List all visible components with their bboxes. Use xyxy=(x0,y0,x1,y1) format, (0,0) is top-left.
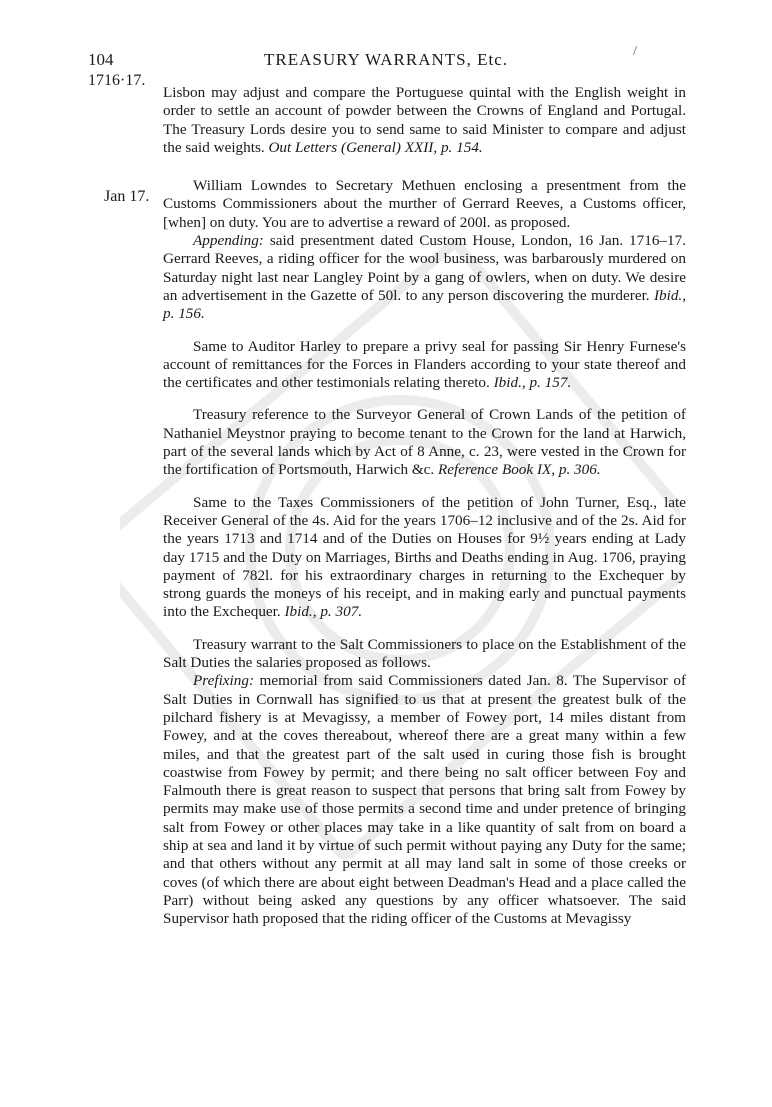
entry-paragraph: Same to the Taxes Commissioners of the petition of John Turner, Esq., late Receiver General of the 4s. Aid for the years 1706–12 inclusive and of the 2s. Aid for the years 1713 and 1714 and of the Duties on Houses for 9½ years ending at Lady day 1715 and the Duty on Marriages, Births and Deaths ending in Aug. 1706, praying payment of 782l. for his extraordinary charges in returning to the Exchequer by strong guards the moneys of his receipt, and in making early and punctual payments into the Exchequer. Ibid., p. 307. xyxy=(163,493,686,621)
entry-paragraph: William Lowndes to Secretary Methuen enclosing a presentment from the Customs Commissioners about the murther of Gerrard Reeves, a Customs officer, [when] on duty. You are to advertise a reward of 200l. as proposed. xyxy=(163,177,686,231)
page-number: 104 xyxy=(88,50,114,69)
lead-word: Prefixing: xyxy=(193,672,255,690)
source-reference: Ibid., p. 307. xyxy=(284,603,363,621)
source-reference: Ibid., p. 157. xyxy=(493,374,572,392)
tick-mark: / xyxy=(633,44,637,59)
source-reference: Reference Book IX, p. 306. xyxy=(438,461,601,479)
margin-date: Jan 17. xyxy=(104,188,150,205)
entry-paragraph: Treasury reference to the Surveyor General of Crown Lands of the petition of Nathaniel Meystnor praying to become tenant to the Crown for the land at Harwich, part of the several lands which by Act of 8 Anne, c. 23, were vested in the Crown for the fortification of Portsmouth, Harwich &c. Reference Book IX, p. 306. xyxy=(163,406,686,479)
source-reference: Ibid., p. 156. xyxy=(163,286,687,323)
source-reference: Out Letters (General) XXII, p. 154. xyxy=(268,138,483,156)
margin-year: 1716·17. xyxy=(88,72,146,89)
entry-paragraph-continued: Appending: said presentment dated Custom House, London, 16 Jan. 1716–17. Gerrard Reeves, a riding officer for the wool business, was barbarously murdered on Saturday night last near Langley Point by a gang of owlers, when on duty. We desire an advertisement in the Gazette of 50l. to any person discovering the murderer. Ibid., p. 156. xyxy=(163,232,687,323)
page-header xyxy=(0,50,772,72)
body-text xyxy=(163,84,686,928)
entry-paragraph: Same to Auditor Harley to prepare a privy seal for passing Sir Henry Furnese's account of remittances for the Forces in Flanders according to your state thereof and the certificates and other testimonials relating thereto. Ibid., p. 157. xyxy=(163,337,686,392)
entry-paragraph: Lisbon may adjust and compare the Portuguese quintal with the English weight in order to settle an account of powder between the Crowns of England and Portugal. The Treasury Lords desire you to send same to said Minister to compare and adjust the said weights. Out Letters (General) XXII, p. 154. xyxy=(163,84,686,156)
lead-word: Appending: xyxy=(193,232,264,250)
entry-paragraph-continued: Prefixing: memorial from said Commissioners dated Jan. 8. The Supervisor of Salt Duties in Cornwall has signified to us that at present the greatest bulk of the pilchard fishery is at Mevagissy, a member of Fowey port, 14 miles distant from Fowey, and at the coves thereabout, whereof there are a great many within a few miles, and that the greatest part of the salt used in curing those fish is brought coastwise from Fowey by permit; and there being no salt officer between Foy and Falmouth there is great reason to suspect that persons that bring salt from Fowey by permits may make use of those permits a second time and under pretence of bringing salt from Fowey or other places may take in a like quantity of salt from on board a ship at sea and land it by virtue of such permit without paying any Duty for the same; and that others without any permit at all may land salt in some of those creeks or coves (of which there are about eight between Deadman's Head and a place called the Parr) without being asked any questions by any officer whatsoever. The said Supervisor hath proposed that the riding officer of the Customs at Mevagissy xyxy=(163,672,687,928)
entry-paragraph: Treasury warrant to the Salt Commissioners to place on the Establishment of the Salt Duties the salaries proposed as follows. xyxy=(163,635,686,672)
running-title: TREASURY WARRANTS, Etc. xyxy=(263,50,509,69)
